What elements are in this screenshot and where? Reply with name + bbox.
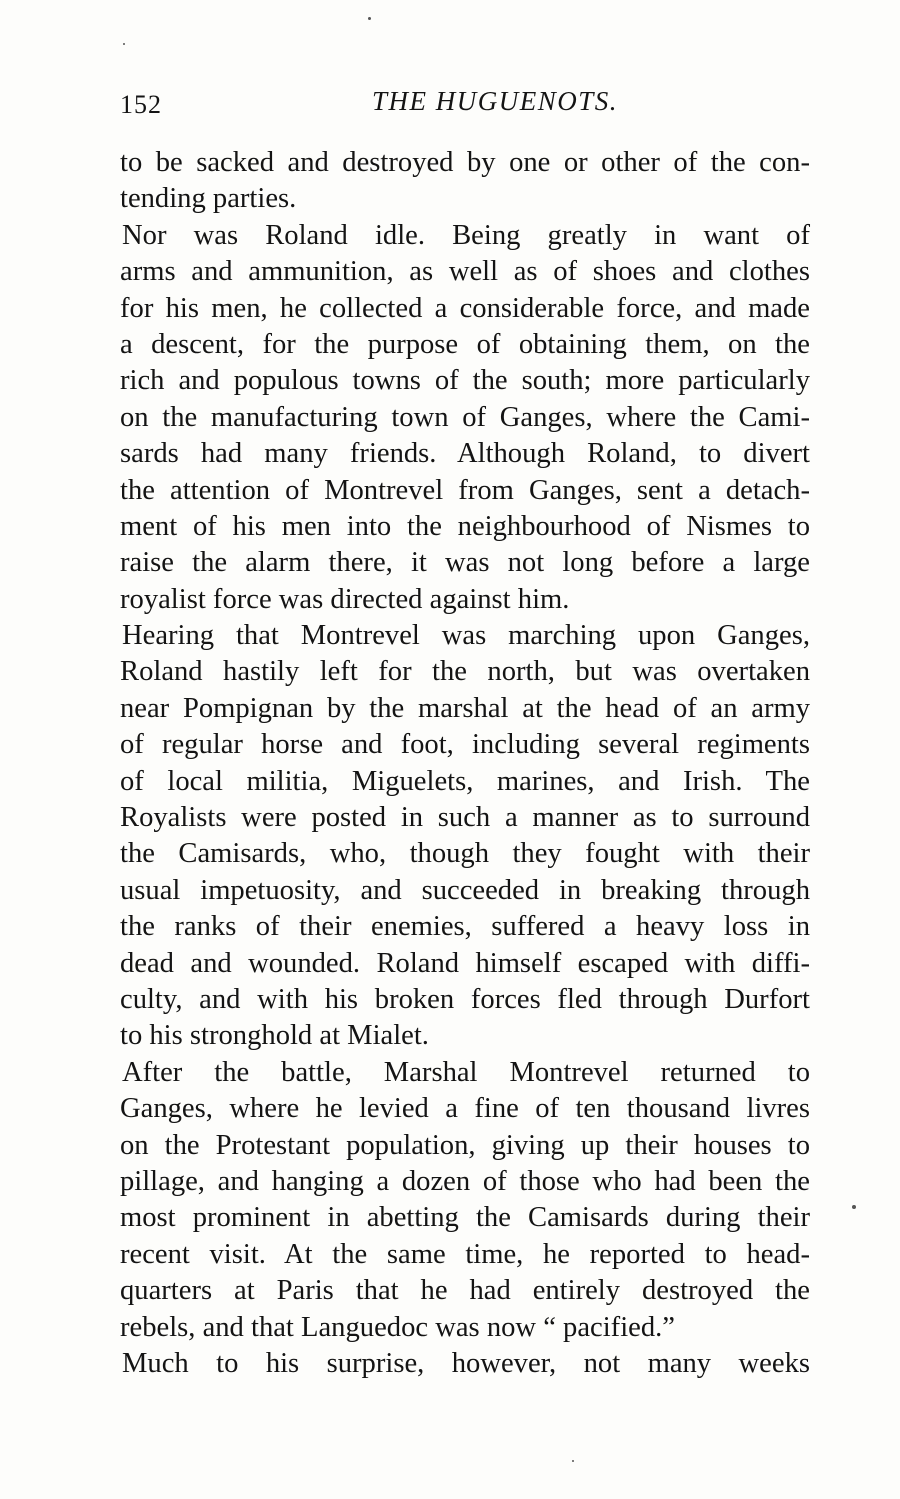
paper-speck [572, 1460, 574, 1462]
text-line: Royalists were posted in such a manner as to surround [120, 802, 810, 834]
text-line: ment of his men into the neighbourhood of Nismes to [120, 510, 810, 542]
text-line: to his stronghold at Mialet. [120, 1020, 429, 1052]
text-line: arms and ammunition, as well as of shoes and clothes [120, 256, 810, 288]
text-line: royalist force was directed against him. [120, 583, 570, 615]
text-line: the attention of Montrevel from Ganges, sent a detach- [120, 474, 810, 506]
text-line: quarters at Paris that he had entirely destroyed the [120, 1275, 810, 1307]
page-number: 152 [120, 90, 162, 119]
text-line: dead and wounded. Roland himself escaped with diffi- [120, 947, 810, 979]
text-line: for his men, he collected a considerable force, and made [120, 292, 810, 324]
text-line: pillage, and hanging a dozen of those who had been the [120, 1165, 810, 1197]
paper-speck [368, 17, 371, 20]
running-title: THE HUGUENOTS. [371, 86, 619, 116]
text-line: tending parties. [120, 183, 297, 215]
text-line: of regular horse and foot, including several regiments [120, 729, 810, 761]
text-line: usual impetuosity, and succeeded in breaking through [120, 874, 810, 906]
paper-speck [852, 1205, 856, 1209]
text-line: Hearing that Montrevel was marching upon Ganges, [122, 620, 810, 652]
text-line: the Camisards, who, though they fought with their [120, 838, 810, 870]
text-line: most prominent in abetting the Camisards during their [120, 1202, 810, 1234]
text-line: rich and populous towns of the south; more particularly [120, 365, 810, 397]
text-line: Much to his surprise, however, not many weeks [122, 1347, 810, 1379]
text-line: Roland hastily left for the north, but was overtaken [120, 656, 810, 688]
text-line: on the Protestant population, giving up their houses to [120, 1129, 810, 1161]
text-line: of local militia, Miguelets, marines, and Irish. The [120, 765, 810, 797]
text-line: on the manufacturing town of Ganges, where the Cami- [120, 401, 810, 433]
text-line: rebels, and that Languedoc was now “ pacified.” [120, 1311, 675, 1343]
text-line: culty, and with his broken forces fled through Durfort [120, 983, 810, 1015]
text-line: near Pompignan by the marshal at the head of an army [120, 692, 810, 724]
text-line: Nor was Roland idle. Being greatly in want of [122, 219, 810, 251]
text-line: Ganges, where he levied a fine of ten thousand livres [120, 1093, 810, 1125]
page-header [120, 86, 810, 126]
text-line: sards had many friends. Although Roland, to divert [120, 438, 810, 470]
text-line: a descent, for the purpose of obtaining them, on the [120, 328, 810, 360]
text-line: the ranks of their enemies, suffered a heavy loss in [120, 911, 810, 943]
text-line: After the battle, Marshal Montrevel returned to [122, 1056, 810, 1088]
text-line: to be sacked and destroyed by one or other of the con- [120, 147, 810, 178]
text-line: recent visit. At the same time, he reported to head- [120, 1238, 810, 1270]
text-line: raise the alarm there, it was not long before a large [120, 547, 810, 579]
paper-speck [123, 43, 125, 45]
body-text [120, 145, 810, 1382]
